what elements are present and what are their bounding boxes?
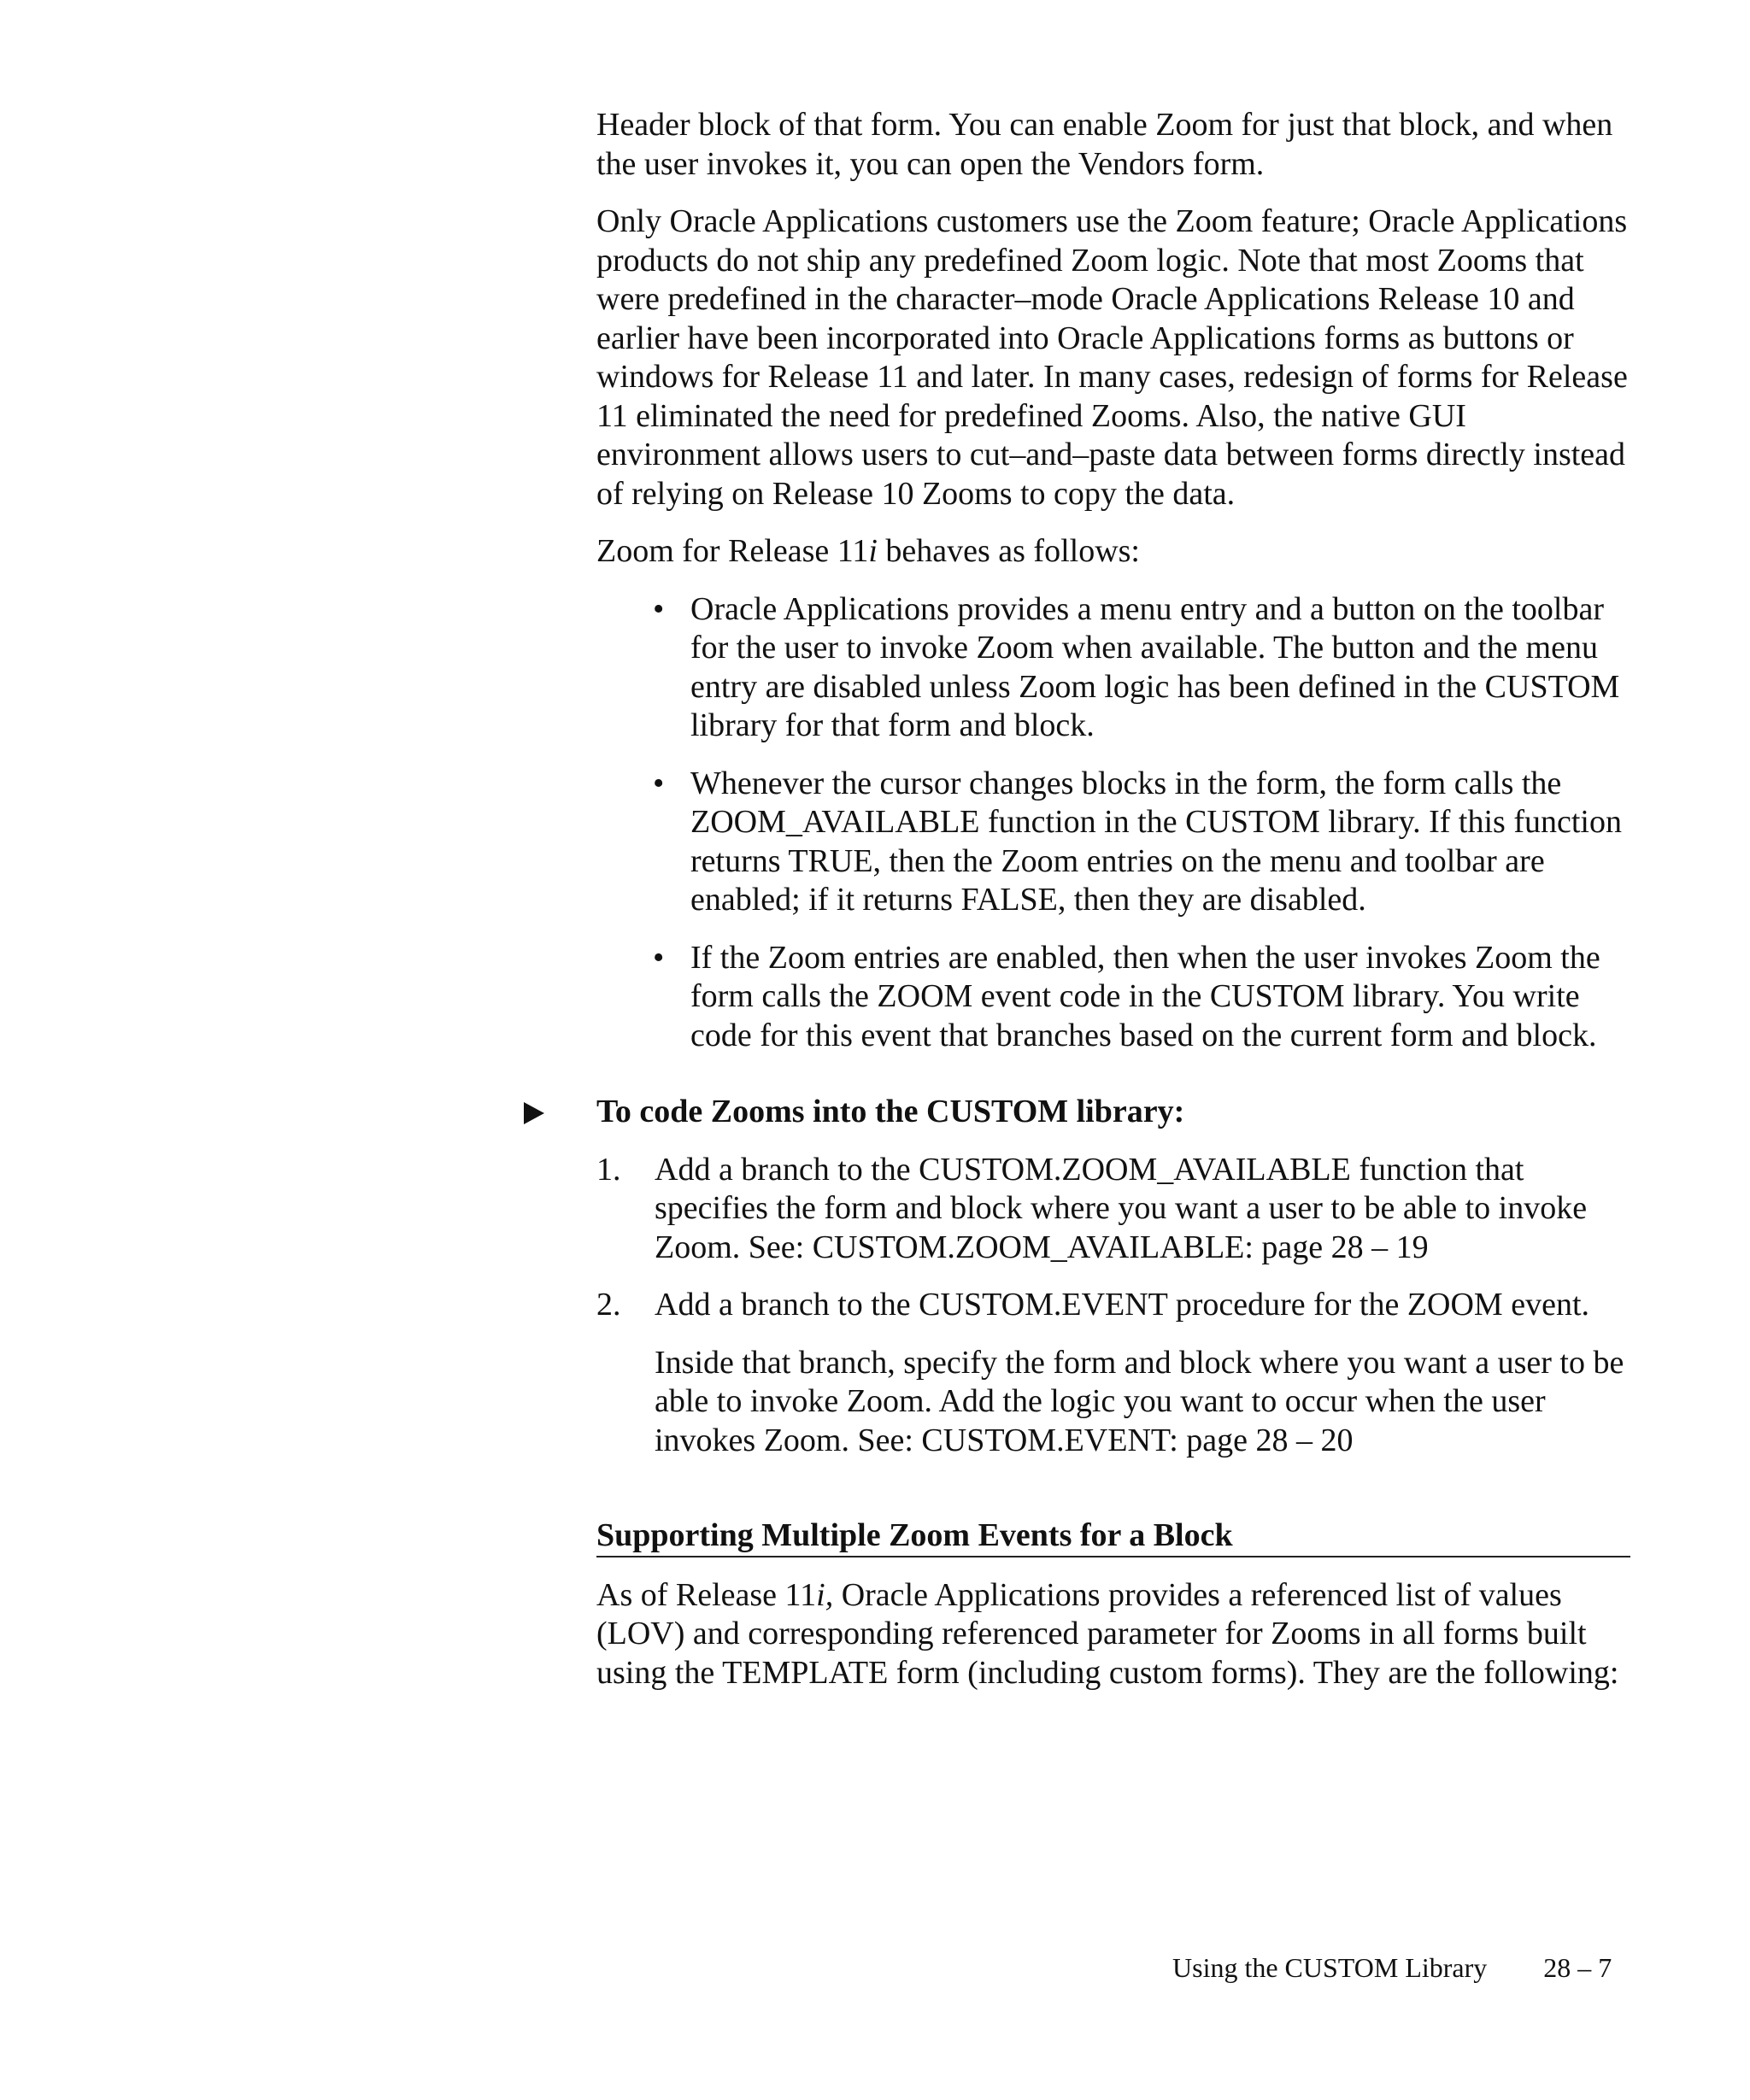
procedure-block xyxy=(596,1093,1630,1460)
list-item-text: Oracle Applications provides a menu entry and a button on the toolbar for the user to invoke Zoom when available. The button and the menu entry are disabled unless Zoom logic has been defined in the CUSTOM library for that form and block. xyxy=(690,590,1620,743)
page-footer xyxy=(1172,1950,1612,1985)
step-2-detail: Inside that branch, specify the form and block where you want a user to be able to invoke Zoom. Add the logic you want to occur when the user invokes Zoom. See: CUSTOM.EVENT: page 28 – 20 xyxy=(655,1344,1624,1458)
zoom-behavior-text-start: Zoom for Release 11 xyxy=(596,533,869,569)
list-item xyxy=(596,590,1630,746)
section-heading: Supporting Multiple Zoom Events for a Block xyxy=(596,1516,1630,1557)
release-suffix-italic: i, xyxy=(816,1576,834,1613)
procedure-steps xyxy=(596,1151,1630,1325)
release-suffix-italic: i xyxy=(868,533,878,569)
procedure-title: To code Zooms into the CUSTOM library: xyxy=(596,1094,1185,1129)
footer-title: Using the CUSTOM Library xyxy=(1172,1952,1488,1983)
zoom-behavior-list xyxy=(596,590,1630,1056)
zoom-behavior-text-end: behaves as follows: xyxy=(877,533,1140,569)
list-item xyxy=(596,939,1630,1056)
step-text: Add a branch to the CUSTOM.ZOOM_AVAILABLE function that specifies the form and block where you want a user to be able to invoke Zoom. See: CUSTOM.ZOOM_AVAILABLE: page 28 – 19 xyxy=(655,1151,1588,1265)
procedure-step xyxy=(596,1151,1630,1268)
multiple-zoom-text-start: As of Release 11 xyxy=(596,1576,817,1613)
step-number: 2. xyxy=(596,1287,621,1323)
paragraph-multiple-zoom xyxy=(596,1576,1630,1693)
step-number: 1. xyxy=(596,1151,621,1188)
paragraph-intro: Header block of that form. You can enable Zoom for just that block, and when the user invokes it, you can open the Vendors form. xyxy=(596,107,1613,182)
list-item xyxy=(596,765,1630,920)
multiple-zoom-text-end: Oracle Applications provides a referenced list of values (LOV) and corresponding referenced parameter for Zooms in all forms built using the TEMPLATE form (including custom forms). They are the following: xyxy=(596,1576,1619,1691)
paragraph-zoom-behavior xyxy=(596,532,1630,572)
step-text: Add a branch to the CUSTOM.EVENT procedure for the ZOOM event. xyxy=(655,1287,1590,1323)
bullet-icon: • xyxy=(653,765,665,801)
bullet-icon: • xyxy=(653,590,665,627)
bullet-icon: • xyxy=(653,939,665,976)
paragraph-zoom-feature: Only Oracle Applications customers use the Zoom feature; Oracle Applications products do not ship any predefined Zoom logic. Note that most Zooms that were predefined in the character–mode Oracle Applications Release 10 and earlier have been incorporated into Oracle Applications forms as buttons or windows for Release 11 and later. In many cases, redesign of forms for Release 11 eliminated the need for predefined Zooms. Also, the native GUI environment allows users to cut–and–paste data between forms directly instead of relying on Release 10 Zooms to copy the data. xyxy=(596,203,1628,512)
page-body xyxy=(596,106,1630,1711)
procedure-triangle-icon xyxy=(524,1102,544,1124)
page-number: 28 – 7 xyxy=(1543,1952,1612,1983)
list-item-text: If the Zoom entries are enabled, then when the user invokes Zoom the form calls the ZOOM event code in the CUSTOM library. You write code for this event that branches based on the current form and block. xyxy=(690,939,1600,1053)
list-item-text: Whenever the cursor changes blocks in the form, the form calls the ZOOM_AVAILABLE function in the CUSTOM library. If this function returns TRUE, then the Zoom entries on the menu and toolbar are enabled; if it returns FALSE, then they are disabled. xyxy=(690,765,1622,918)
procedure-step xyxy=(596,1286,1630,1325)
